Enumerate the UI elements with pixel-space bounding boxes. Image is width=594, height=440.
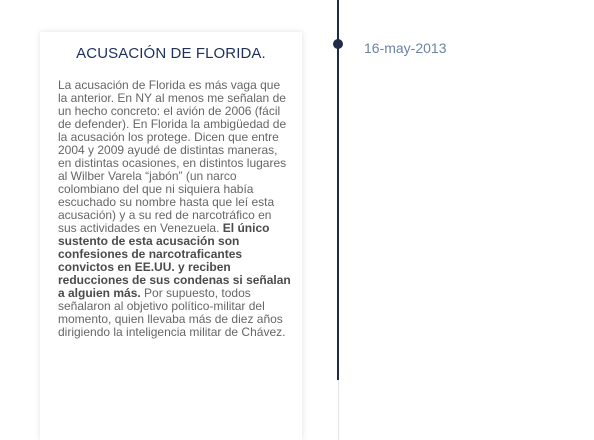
- timeline-line-faded: [338, 380, 339, 440]
- entry-body-text-2: Por supuesto, todos señalaron al objetivo político-militar del momento, quien llevaba más de diez años dirigiendo la inteligencia militar de Chávez.: [58, 286, 286, 339]
- entry-body-bold-text: El único sustento de esta acusación son confesiones de narcotraficantes convictos en EE.UU. y reciben reducciones de sus condenas si señalan a alguien más.: [58, 221, 291, 300]
- entry-date: 16-may-2013: [364, 40, 447, 56]
- entry-body: [58, 79, 292, 339]
- timeline-line: [337, 0, 339, 380]
- entry-body-text-1: La acusación de Florida es más vaga que la anterior. En NY al menos me señalan de un hecho concreto: el avión de 2006 (fácil de defender). En Florida la ambigüedad de la acusación los protege. Dicen que entre 2004 y 2009 ayudé de distintas maneras, en distintas ocasiones, en distintos lugares al Wilber Varela “jabón” (un narco colombiano del que ni siquiera había escuchado su nombre hasta que leí esta acusación) y a su red de narcotráfico en sus actividades en Venezuela.: [58, 78, 287, 235]
- timeline-dot: [333, 39, 343, 49]
- entry-title: ACUSACIÓN DE FLORIDA.: [76, 45, 266, 62]
- timeline-entry-card: [40, 32, 302, 440]
